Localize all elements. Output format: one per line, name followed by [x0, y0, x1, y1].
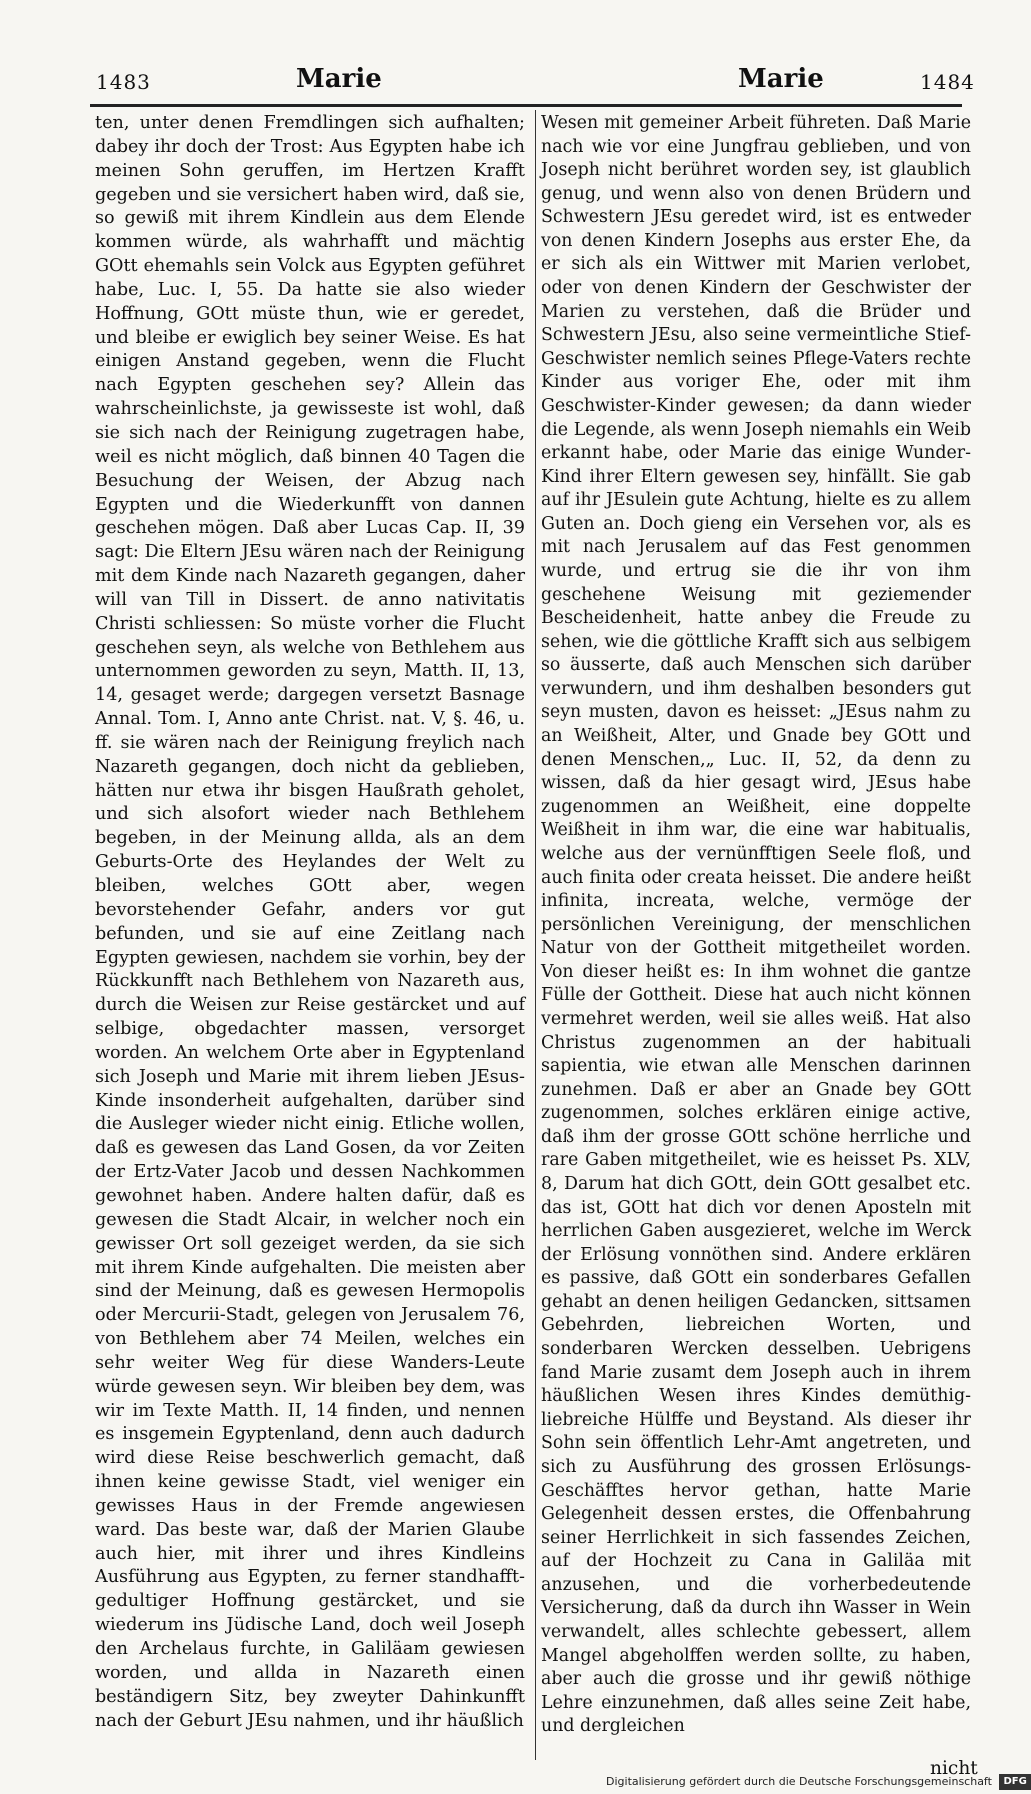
- footer-text: Digitalisierung gefördert durch die Deutsche Forschungsgemeinschaft: [606, 1775, 992, 1788]
- column-divider: [535, 110, 536, 1760]
- dfg-logo-icon: DFG: [999, 1774, 1030, 1790]
- left-column-text: ten, unter denen Fremdlingen sich aufhalten; dabey ihr doch der Trost: Aus Egypten habe ich meinen Sohn geruffen, im Hertzen Krafft gegeben und sie versichert haben wird, daß sie, so gewiß mit ihrem Kindlein aus dem Elende kommen würde, als wahrhafft und mächtig GOtt ehemahls sein Volck aus Egypten geführet habe, Luc. I, 55. Da hatte sie also wieder Hoffnung, GOtt müste thun, wie er geredet, und bleibe er ewiglich bey seiner Weise. Es hat einigen Anstand gegeben, wenn die Flucht nach Egypten geschehen sey? Allein das wahrscheinlichste, ja gewisseste ist wohl, daß sie sich nach der Reinigung zugetragen habe, weil es nicht möglich, daß binnen 40 Tagen die Besuchung der Weisen, der Abzug nach Egypten und die Wiederkunfft von dannen geschehen mögen. Daß aber Lucas Cap. II, 39 sagt: Die Eltern JEsu wären nach der Reinigung mit dem Kinde nach Nazareth gegangen, daher will van Till in Dissert. de anno nativitatis Christi schliessen: So müste vorher die Flucht geschehen seyn, als welche von Bethlehem aus unternommen geworden zu seyn, Matth. II, 13, 14, gesaget werde; dargegen versetzt Basnage Annal. Tom. I, Anno ante Christ. nat. V, §. 46, u. ff. sie wären nach der Reinigung freylich nach Nazareth gegangen, doch nicht da geblieben, hätten nur etwa ihr bisgen Haußrath geholet, und sich alsofort wieder nach Bethlehem begeben, in der Meinung allda, als an dem Geburts-Orte des Heylandes der Welt zu bleiben, welches GOtt aber, wegen bevorstehender Gefahr, anders vor gut befunden, und sie auf eine Zeitlang nach Egypten gewiesen, nachdem sie vorhin, bey der Rückkunfft nach Bethlehem von Nazareth aus, durch die Weisen zur Reise gestärcket und auf selbige, obgedachter massen, versorget worden. An welchem Orte aber in Egyptenland sich Joseph und Marie mit ihrem lieben JEsus-Kinde insonderheit aufgehalten, darüber sind die Ausleger wieder nicht einig. Etliche wollen, daß es gewesen das Land Gosen, da vor Zeiten der Ertz-Vater Jacob und dessen Nachkommen gewohnet haben. Andere halten dafür, daß es gewesen die Stadt Alcair, in welcher noch ein gewisser Ort soll gezeiget werden, da sie sich mit ihrem Kinde aufgehalten. Die meisten aber sind der Meinung, daß es gewesen Hermopolis oder Mercurii-Stadt, gelegen von Jerusalem 76, von Bethlehem aber 74 Meilen, welches ein sehr weiter Weg für diese Wanders-Leute würde gewesen seyn. Wir bleiben bey dem, was wir im Texte Matth. II, 14 finden, und nennen es insgemein Egyptenland, denn auch dadurch wird diese Reise beschwerlich gemacht, daß ihnen keine gewisse Stadt, viel weniger ein gewisses Haus in der Fremde angewiesen ward. Das beste war, daß der Marien Glaube auch hier, mit ihrer und ihres Kindleins Ausführung aus Egypten, zu ferner standhafft-gedultiger Hoffnung gestärcket, und sie wiederum ins Jüdische Land, doch weil Joseph den Archelaus furchte, in Galiläam gewiesen worden, und allda in Nazareth einen beständigern Sitz, bey zweyter Dahinkunfft nach der Geburt JEsu nahmen, und ihr häußlich: [95, 113, 525, 1731]
- left-page-number: 1483: [96, 70, 151, 94]
- digitization-footer: [606, 1770, 1027, 1794]
- catchword: nicht: [930, 1758, 978, 1779]
- right-column-text: Wesen mit gemeiner Arbeit führeten. Daß Marie nach wie vor eine Jungfrau geblieben, und von Joseph nicht berühret worden sey, ist glaublich genug, und wenn also von denen Brüdern und Schwestern JEsu geredet wird, ist es entweder von denen Kindern Josephs aus erster Ehe, da er sich als ein Wittwer mit Marien verlobet, oder von denen Kindern der Geschwister der Marien zu verstehen, daß die Brüder und Schwestern JEsu, also seine vermeintliche Stief-Geschwister nemlich seines Pflege-Vaters rechte Kinder aus voriger Ehe, oder mit ihm Geschwister-Kinder gewesen; da dann wieder die Legende, als wenn Joseph niemahls ein Weib erkannt habe, oder Marie das einige Wunder-Kind ihrer Eltern gewesen sey, hinfällt. Sie gab auf ihr JEsulein gute Achtung, hielte es zu allem Guten an. Doch gieng ein Versehen vor, als es mit nach Jerusalem auf das Fest genommen wurde, und ertrug sie die ihr von ihm geschehene Weisung mit geziemender Bescheidenheit, hatte anbey die Freude zu sehen, wie die göttliche Krafft sich aus selbigem so äusserte, daß auch Menschen sich darüber verwundern, und ihm deshalben besonders gut seyn musten, davon es heisset: „JEsus nahm zu an Weißheit, Alter, und Gnade bey GOtt und denen Menschen,„ Luc. II, 52, da denn zu wissen, daß da hier gesagt wird, JEsus habe zugenommen an Weißheit, eine doppelte Weißheit in ihm war, die eine war habitualis, welche aus der vernünfftigen Seele floß, und auch finita oder creata heisset. Die andere heißt infinita, increata, welche, vermöge der persönlichen Vereinigung, der menschlichen Natur von der Gottheit mitgetheilet worden. Von dieser heißt es: In ihm wohnet die gantze Fülle der Gottheit. Diese hat auch nicht können vermehret werden, weil sie alles weiß. Hat also Christus zugenommen an der habituali sapientia, wie etwan alle Menschen darinnen zunehmen. Daß er aber an Gnade bey GOtt zugenommen, solches erklären einige active, daß ihm der grosse GOtt schöne herrliche und rare Gaben mitgetheilet, wie es heisset Ps. XLV, 8, Darum hat dich GOtt, dein GOtt gesalbet etc. das ist, GOtt hat dich vor denen Aposteln mit herrlichen Gaben ausgezieret, welche im Werck der Erlösung vonnöthen sind. Andere erklären es passive, daß GOtt ein sonderbares Gefallen gehabt an denen heiligen Gedancken, sittsamen Gebehrden, liebreichen Worten, und sonderbaren Wercken desselben. Uebrigens fand Marie zusamt dem Joseph auch in ihrem häußlichen Wesen ihres Kindes demüthig-liebreiche Hülffe und Beystand. Als dieser ihr Sohn sein öffentlich Lehr-Amt angetreten, und sich zu Ausführung des grossen Erlösungs-Geschäfftes hervor gethan, hatte Marie Gelegenheit dessen erstes, die Offenbahrung seiner Herrlichkeit in sich fassendes Zeichen, auf der Hochzeit zu Cana in Galiläa mit anzusehen, und die vorherbedeutende Versicherung, daß da durch ihn Wasser in Wein verwandelt, alles schlechte gebessert, allem Mangel abgeholffen werden sollte, zu haben, aber auch die grosse und ihr gewiß nöthige Lehre einzunehmen, daß alles seine Zeit habe, und dergleichen: [541, 113, 971, 1737]
- running-head: [0, 62, 1000, 102]
- right-page-number: 1484: [920, 70, 975, 94]
- left-column: [95, 112, 525, 1733]
- right-column: [541, 112, 971, 1739]
- left-headword: Marie: [296, 64, 382, 94]
- header-rule: [90, 104, 962, 107]
- right-headword: Marie: [738, 64, 824, 94]
